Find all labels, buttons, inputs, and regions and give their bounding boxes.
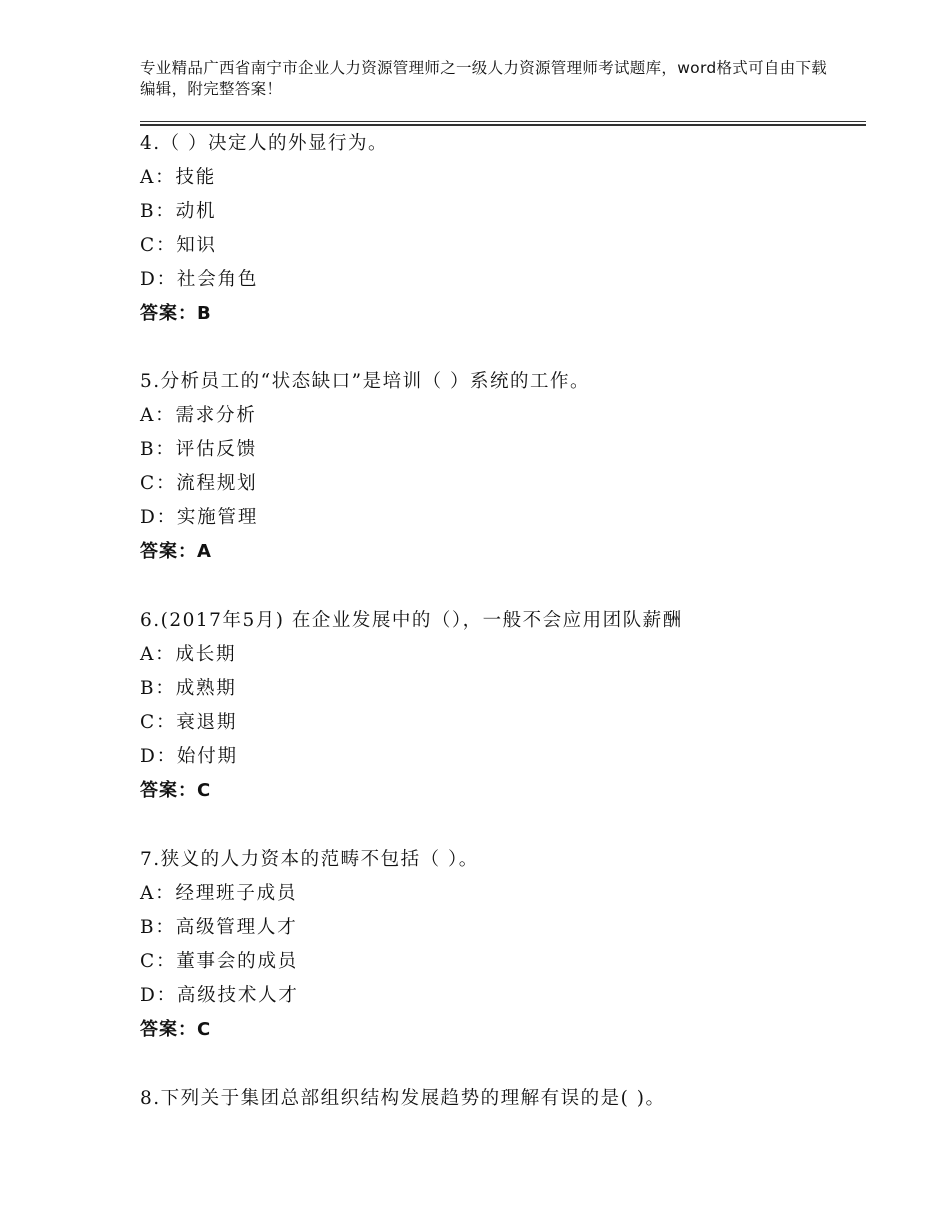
option-c: C：知识: [140, 235, 217, 256]
option-b: B：成熟期: [140, 678, 237, 699]
answer-label: 答案：C: [140, 780, 212, 801]
option-c: C：董事会的成员: [140, 951, 299, 972]
question-stem: 4.（ ）决定人的外显行为。: [140, 133, 389, 154]
question-4: [140, 127, 860, 331]
question-stem: 7.狭义的人力资本的范畴不包括（ ）。: [140, 849, 479, 870]
option-c: C：衰退期: [140, 712, 238, 733]
answer-label: 答案：B: [140, 303, 212, 324]
page-header: 专业精品广西省南宁市企业人力资源管理师之一级人力资源管理师考试题库，word格式可自由下载编辑，附完整答案！: [140, 59, 828, 98]
option-a: A：需求分析: [140, 405, 257, 426]
option-c: C：流程规划: [140, 473, 258, 494]
option-b: B：高级管理人才: [140, 917, 298, 938]
option-d: D：始付期: [140, 746, 238, 767]
question-5: [140, 365, 860, 569]
option-a: A：成长期: [140, 644, 237, 665]
option-b: B：动机: [140, 201, 217, 222]
question-stem: 8.下列关于集团总部组织结构发展趋势的理解有误的是( )。: [140, 1088, 666, 1109]
answer-label: 答案：C: [140, 1019, 212, 1040]
question-7: [140, 843, 860, 1047]
header-divider: [140, 121, 866, 126]
option-a: A：技能: [140, 167, 217, 188]
question-6: [140, 604, 860, 808]
option-b: B：评估反馈: [140, 439, 257, 460]
option-d: D：实施管理: [140, 507, 259, 528]
question-stem: 6.(2017年5月) 在企业发展中的（），一般不会应用团队薪酬: [140, 610, 683, 631]
question-stem: 5.分析员工的“状态缺口”是培训（ ）系统的工作。: [140, 371, 590, 392]
question-8: [140, 1082, 860, 1116]
option-a: A：经理班子成员: [140, 883, 298, 904]
option-d: D：社会角色: [140, 269, 259, 290]
answer-label: 答案：A: [140, 541, 212, 562]
option-d: D：高级技术人才: [140, 985, 299, 1006]
